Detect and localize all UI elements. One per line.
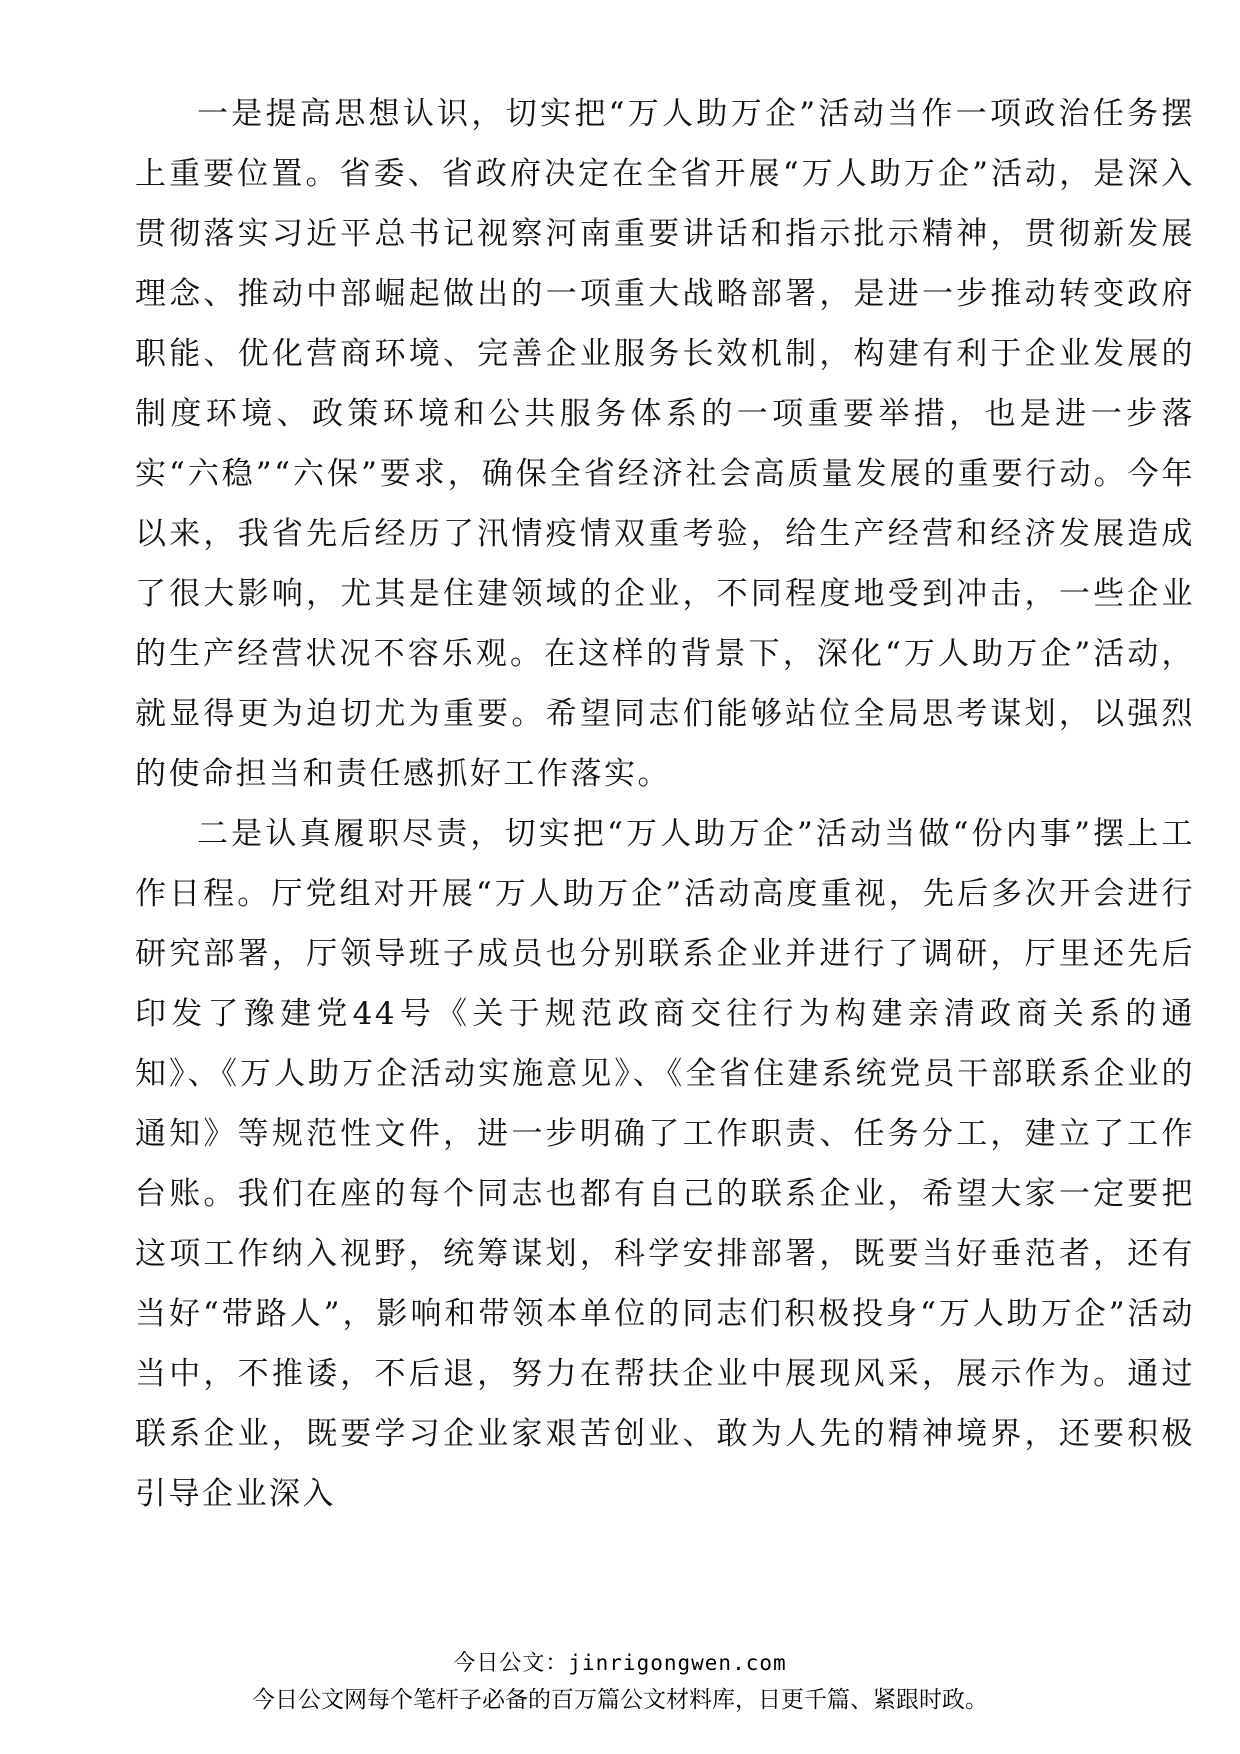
- footer-site-name: 今日公文：: [453, 1651, 569, 1676]
- footer-source: [0, 1648, 1240, 1679]
- document-body: [135, 84, 1195, 1524]
- footer-site-url[interactable]: jinrigongwen.com: [568, 1651, 787, 1675]
- footer-tagline: 今日公文网每个笔杆子必备的百万篇公文材料库，日更千篇、紧跟时政。: [252, 1687, 988, 1713]
- paragraph-1: 一是提高思想认识，切实把“万人助万企”活动当作一项政治任务摆上重要位置。省委、省政府决定在全省开展“万人助万企”活动，是深入贯彻落实习近平总书记视察河南重要讲话和指示批示精神，贯彻新发展理念、推动中部崛起做出的一项重大战略部署，是进一步推动转变政府职能、优化营商环境、完善企业服务长效机制，构建有利于企业发展的制度环境、政策环境和公共服务体系的一项重要举措，也是进一步落实“六稳”“六保”要求，确保全省经济社会高质量发展的重要行动。今年以来，我省先后经历了汛情疫情双重考验，给生产经营和经济发展造成了很大影响，尤其是住建领域的企业，不同程度地受到冲击，一些企业的生产经营状况不容乐观。在这样的背景下，深化“万人助万企”活动，就显得更为迫切尤为重要。希望同志们能够站位全局思考谋划，以强烈的使命担当和责任感抓好工作落实。: [135, 96, 1195, 792]
- paragraph-2: 二是认真履职尽责，切实把“万人助万企”活动当做“份内事”摆上工作日程。厅党组对开展“万人助万企”活动高度重视，先后多次开会进行研究部署，厅领导班子成员也分别联系企业并进行了调研，厅里还先后印发了豫建党44号《关于规范政商交往行为构建亲清政商关系的通知》、《万人助万企活动实施意见》、《全省住建系统党员干部联系企业的通知》等规范性文件，进一步明确了工作职责、任务分工，建立了工作台账。我们在座的每个同志也都有自己的联系企业，希望大家一定要把这项工作纳入视野，统筹谋划，科学安排部署，既要当好垂范者，还有当好“带路人”，影响和带领本单位的同志们积极投身“万人助万企”活动当中，不推诿，不后退，努力在帮扶企业中展现风采，展示作为。通过联系企业，既要学习企业家艰苦创业、敢为人先的精神境界，还要积极引导企业深入: [135, 816, 1195, 1512]
- page-footer: [0, 1648, 1240, 1715]
